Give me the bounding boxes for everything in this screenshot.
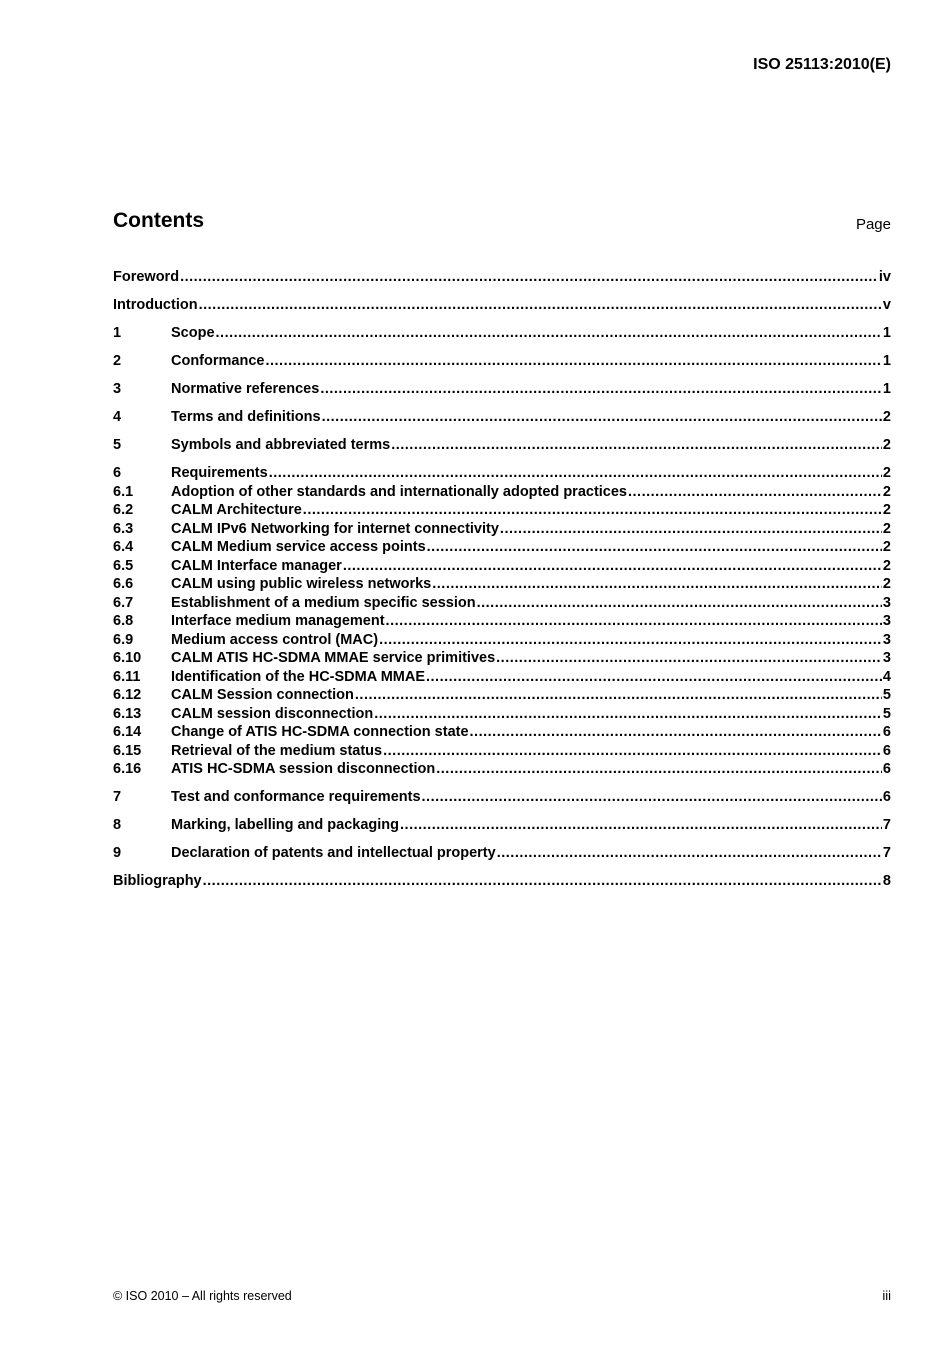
toc-entry-page: 1 xyxy=(882,381,891,397)
toc-entry-number: 6.16 xyxy=(113,761,142,777)
toc-dot-leader xyxy=(426,668,882,687)
toc-entry-page: 2 xyxy=(882,520,891,537)
toc-dot-leader xyxy=(500,520,882,539)
toc-dot-leader xyxy=(343,557,882,576)
toc-entry-title: Symbols and abbreviated terms xyxy=(171,437,391,453)
toc-entry-title: Foreword xyxy=(113,269,180,285)
toc-entry-title: Terms and definitions xyxy=(171,409,321,425)
toc-entry[interactable] xyxy=(113,844,891,863)
toc-entry-title: Declaration of patents and intellectual property xyxy=(171,845,496,861)
toc-entry[interactable] xyxy=(113,668,891,687)
toc-entry-title: Retrieval of the medium status xyxy=(171,742,383,759)
toc-dot-leader xyxy=(303,501,882,520)
toc-entry-page: 2 xyxy=(882,465,891,481)
toc-dot-leader xyxy=(216,324,882,343)
toc-entry-title: CALM Session connection xyxy=(171,687,354,703)
toc-entry[interactable] xyxy=(113,612,891,631)
copyright-notice: © ISO 2010 – All rights reserved xyxy=(113,1289,292,1303)
toc-entry-page: 2 xyxy=(882,502,891,518)
table-of-contents xyxy=(113,268,891,891)
toc-entry-number: 6.6 xyxy=(113,576,134,592)
toc-dot-leader xyxy=(427,538,882,557)
toc-entry[interactable] xyxy=(113,436,891,455)
toc-entry-page: 1 xyxy=(882,353,891,369)
toc-entry[interactable] xyxy=(113,483,891,502)
toc-entry[interactable] xyxy=(113,649,891,668)
toc-entry-page: 3 xyxy=(882,613,891,629)
toc-entry-page: v xyxy=(882,297,891,313)
toc-entry[interactable] xyxy=(113,520,891,539)
toc-entry-page: 2 xyxy=(882,409,891,425)
toc-entry[interactable] xyxy=(113,872,891,891)
toc-entry[interactable] xyxy=(113,324,891,343)
toc-dot-leader xyxy=(374,705,882,724)
toc-entry-title: ATIS HC-SDMA session disconnection xyxy=(171,761,436,777)
toc-entry-page: 7 xyxy=(882,817,891,833)
toc-entry-page: 5 xyxy=(882,687,891,703)
toc-entry[interactable] xyxy=(113,594,891,613)
toc-entry[interactable] xyxy=(113,380,891,399)
toc-dot-leader xyxy=(386,612,882,631)
toc-entry-number: 6.11 xyxy=(113,668,141,685)
toc-entry[interactable] xyxy=(113,742,891,761)
toc-entry-page: 3 xyxy=(882,594,891,611)
toc-entry[interactable] xyxy=(113,557,891,576)
toc-entry-number: 6.2 xyxy=(113,502,134,518)
toc-entry-title: Requirements xyxy=(171,465,268,481)
toc-entry[interactable] xyxy=(113,686,891,705)
toc-entry-title: Bibliography xyxy=(113,873,202,889)
toc-dot-leader xyxy=(322,408,882,427)
toc-entry-number: 6.14 xyxy=(113,724,142,740)
toc-entry-number: 2 xyxy=(113,353,122,369)
toc-entry-title: CALM using public wireless networks xyxy=(171,576,432,592)
toc-entry-number: 6.5 xyxy=(113,557,134,574)
toc-entry-number: 1 xyxy=(113,325,122,341)
toc-entry[interactable] xyxy=(113,788,891,807)
toc-entry[interactable] xyxy=(113,268,891,287)
toc-entry-title: Test and conformance requirements xyxy=(171,789,421,805)
toc-entry[interactable] xyxy=(113,760,891,779)
toc-entry[interactable] xyxy=(113,575,891,594)
toc-entry-title: CALM IPv6 Networking for internet connectivity xyxy=(171,520,499,537)
toc-entry-title: Adoption of other standards and internationally adopted practices xyxy=(171,483,627,500)
toc-dot-leader xyxy=(199,296,882,315)
toc-entry-title: Normative references xyxy=(171,381,320,397)
toc-dot-leader xyxy=(180,268,878,287)
toc-dot-leader xyxy=(379,631,882,650)
toc-entry-number: 7 xyxy=(113,789,122,805)
toc-dot-leader xyxy=(477,594,882,613)
toc-entry-number: 8 xyxy=(113,817,122,833)
toc-entry-number: 6.13 xyxy=(113,705,142,722)
toc-entry-page: 3 xyxy=(882,650,891,666)
toc-entry-page: 2 xyxy=(882,576,891,592)
toc-entry-title: CALM session disconnection xyxy=(171,705,374,722)
toc-entry-number: 6.1 xyxy=(113,483,134,500)
toc-entry-page: iv xyxy=(878,269,891,285)
toc-entry-title: Medium access control (MAC) xyxy=(171,631,379,648)
toc-dot-leader xyxy=(497,844,882,863)
toc-entry[interactable] xyxy=(113,408,891,427)
toc-entry[interactable] xyxy=(113,464,891,483)
toc-entry-page: 5 xyxy=(882,705,891,722)
toc-entry-page: 6 xyxy=(882,724,891,740)
toc-dot-leader xyxy=(265,352,881,371)
toc-entry-title: CALM Architecture xyxy=(171,502,302,518)
toc-entry-number: 6.8 xyxy=(113,613,134,629)
document-id: ISO 25113:2010(E) xyxy=(753,56,891,73)
toc-dot-leader xyxy=(432,575,882,594)
toc-dot-leader xyxy=(422,788,882,807)
toc-entry-number: 9 xyxy=(113,845,122,861)
toc-entry-number: 6.7 xyxy=(113,594,134,611)
toc-entry-page: 7 xyxy=(882,845,891,861)
toc-entry[interactable] xyxy=(113,723,891,742)
toc-dot-leader xyxy=(436,760,882,779)
toc-entry-page: 6 xyxy=(882,761,891,777)
toc-dot-leader xyxy=(320,380,882,399)
toc-entry[interactable] xyxy=(113,538,891,557)
toc-entry-page: 2 xyxy=(882,437,891,453)
toc-entry-title: Identification of the HC-SDMA MMAE xyxy=(171,668,425,685)
toc-dot-leader xyxy=(355,686,882,705)
toc-entry[interactable] xyxy=(113,816,891,835)
toc-entry[interactable] xyxy=(113,296,891,315)
toc-entry-number: 6.12 xyxy=(113,687,142,703)
toc-entry-title: Marking, labelling and packaging xyxy=(171,817,400,833)
toc-dot-leader xyxy=(383,742,882,761)
toc-entry-title: Interface medium management xyxy=(171,613,385,629)
toc-entry-page: 6 xyxy=(882,742,891,759)
toc-dot-leader xyxy=(203,872,882,891)
toc-dot-leader xyxy=(391,436,882,455)
page-number: iii xyxy=(882,1288,891,1303)
toc-entry[interactable] xyxy=(113,705,891,724)
toc-entry-page: 2 xyxy=(882,483,891,500)
toc-dot-leader xyxy=(628,483,882,502)
toc-entry-number: 3 xyxy=(113,381,122,397)
toc-entry-title: CALM ATIS HC-SDMA MMAE service primitives xyxy=(171,650,496,666)
toc-entry-page: 2 xyxy=(882,557,891,574)
page-title: Contents xyxy=(113,209,204,232)
toc-entry-page: 4 xyxy=(882,668,891,685)
toc-entry-number: 5 xyxy=(113,437,122,453)
toc-dot-leader xyxy=(470,723,882,742)
toc-entry-title: CALM Interface manager xyxy=(171,557,342,574)
toc-entry-page: 2 xyxy=(882,539,891,555)
toc-entry-number: 6.4 xyxy=(113,539,134,555)
toc-entry-title: Scope xyxy=(171,325,215,341)
toc-entry-number: 6.10 xyxy=(113,650,142,666)
toc-entry-number: 6.9 xyxy=(113,631,134,648)
toc-dot-leader xyxy=(400,816,882,835)
toc-dot-leader xyxy=(269,464,882,483)
toc-entry-title: Introduction xyxy=(113,297,198,313)
toc-entry[interactable] xyxy=(113,631,891,650)
toc-entry-page: 6 xyxy=(882,789,891,805)
toc-entry-number: 4 xyxy=(113,409,122,425)
toc-entry[interactable] xyxy=(113,501,891,520)
toc-entry-page: 3 xyxy=(882,631,891,648)
toc-entry-title: CALM Medium service access points xyxy=(171,539,426,555)
page-column-label: Page xyxy=(855,216,891,233)
toc-entry-number: 6.3 xyxy=(113,520,134,537)
toc-entry-title: Change of ATIS HC-SDMA connection state xyxy=(171,724,469,740)
toc-entry[interactable] xyxy=(113,352,891,371)
toc-entry-page: 1 xyxy=(882,325,891,341)
toc-entry-title: Establishment of a medium specific session xyxy=(171,594,476,611)
toc-entry-page: 8 xyxy=(882,873,891,889)
toc-dot-leader xyxy=(496,649,882,668)
toc-entry-number: 6 xyxy=(113,465,122,481)
toc-entry-title: Conformance xyxy=(171,353,265,369)
toc-entry-number: 6.15 xyxy=(113,742,142,759)
